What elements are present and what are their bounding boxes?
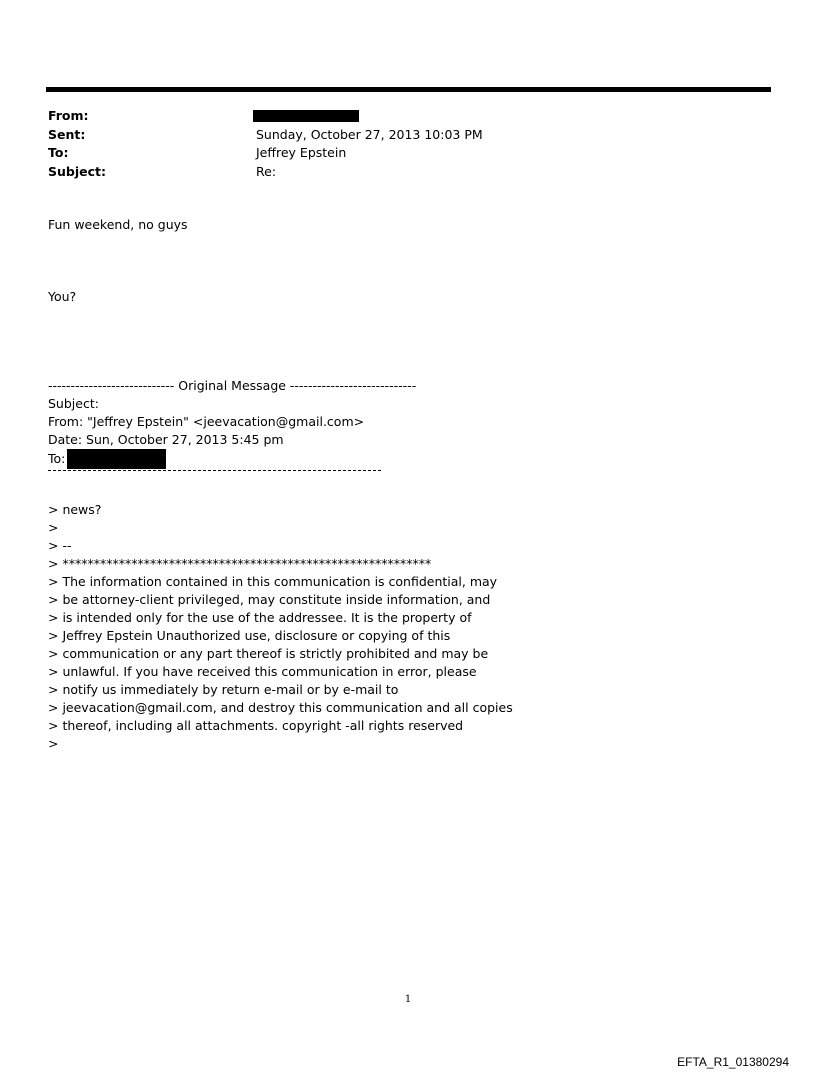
redaction-box (253, 110, 359, 122)
original-message-header (48, 377, 416, 467)
to-row (48, 144, 748, 163)
body-line-1: Fun weekend, no guys (48, 217, 188, 232)
quoted-line: > thereof, including all attachments. copyright -all rights reserved (48, 718, 464, 733)
original-from: From: "Jeffrey Epstein" <jeevacation@gmail.com> (48, 414, 365, 429)
body-line-2: You? (48, 289, 77, 304)
quoted-line: > is intended only for the use of the addressee. It is the property of (48, 610, 472, 625)
sent-row (48, 126, 748, 145)
quoted-message (48, 501, 513, 753)
redaction-box (67, 449, 166, 469)
quoted-line: > be attorney-client privileged, may constitute inside information, and (48, 592, 491, 607)
quoted-line: > *********************************************************** (48, 556, 432, 571)
subject-value: Re: (256, 163, 277, 179)
quoted-line: > The information contained in this communication is confidential, may (48, 574, 498, 589)
to-label: To: (48, 145, 69, 160)
quoted-line: > -- (48, 538, 72, 553)
header-rule (46, 87, 771, 92)
sent-value: Sunday, October 27, 2013 10:03 PM (256, 126, 483, 142)
quoted-line: > (48, 736, 59, 751)
original-separator: ---------------------------- Original Message ---------------------------- (48, 378, 417, 393)
quoted-line: > communication or any part thereof is strictly prohibited and may be (48, 646, 489, 661)
quoted-line: > news? (48, 502, 102, 517)
original-subject: Subject: (48, 396, 99, 411)
quoted-line: > jeevacation@gmail.com, and destroy this communication and all copies (48, 700, 513, 715)
original-divider (48, 470, 381, 471)
original-date: Date: Sun, October 27, 2013 5:45 pm (48, 432, 284, 447)
document-id: EFTA_R1_01380294 (677, 1055, 789, 1069)
quoted-line: > unlawful. If you have received this communication in error, please (48, 664, 477, 679)
page-number: 1 (404, 994, 412, 1005)
subject-label: Subject: (48, 163, 106, 179)
original-to-label: To: (48, 451, 66, 466)
sent-label: Sent: (48, 126, 86, 142)
to-value: Jeffrey Epstein (256, 145, 347, 160)
subject-row (48, 163, 748, 182)
quoted-line: > Jeffrey Epstein Unauthorized use, disclosure or copying of this (48, 628, 451, 643)
email-header (48, 107, 748, 181)
from-row (48, 107, 748, 126)
from-label: From: (48, 108, 89, 123)
quoted-line: > notify us immediately by return e-mail or by e-mail to (48, 682, 399, 697)
quoted-line: > (48, 520, 59, 535)
original-to-row (48, 449, 416, 467)
